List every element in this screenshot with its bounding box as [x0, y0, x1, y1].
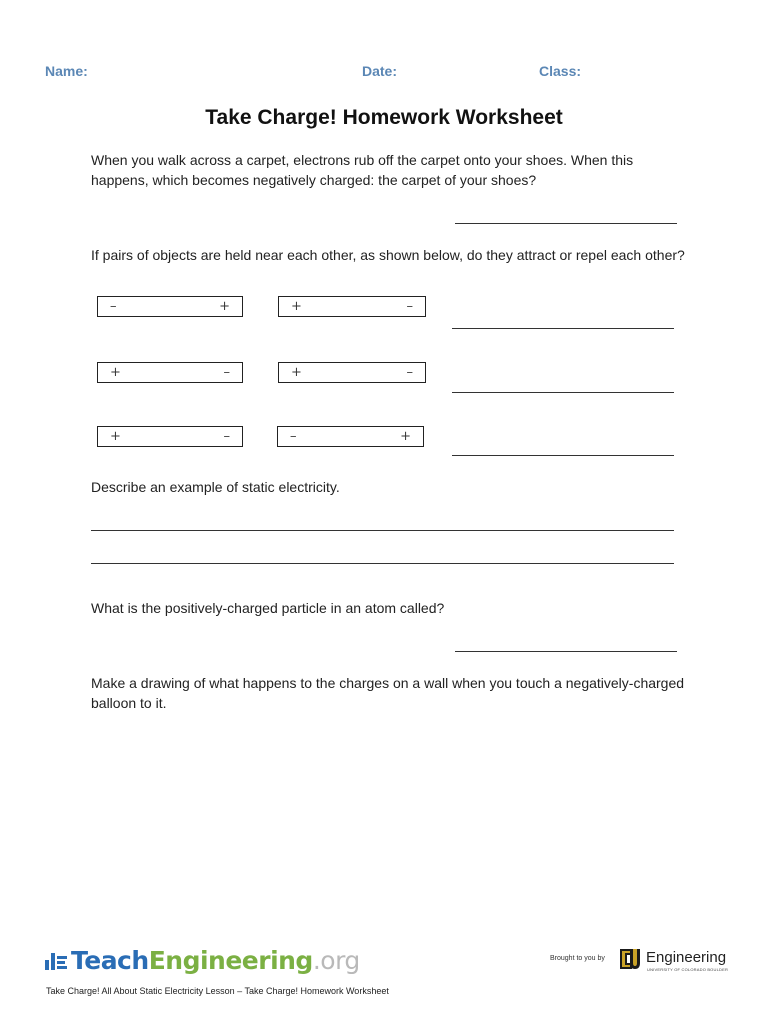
cu-engineering-logo[interactable] — [618, 945, 728, 975]
answer-line-3a[interactable] — [91, 530, 674, 531]
charge-object-1a — [97, 296, 243, 317]
teachengineering-logo[interactable] — [45, 945, 360, 975]
date-label: Date: — [362, 63, 398, 79]
answer-line-1[interactable] — [455, 223, 677, 224]
answer-line-2a[interactable] — [452, 328, 674, 329]
charge-sign: – — [406, 365, 413, 380]
question-4: What is the positively-charged particle in an atom called? — [91, 600, 445, 616]
partner-subtitle: UNIVERSITY OF COLORADO BOULDER — [647, 967, 729, 972]
brought-by-text: Brought to you by — [550, 955, 605, 962]
logo-teach-text: Teach — [71, 945, 149, 975]
page-title: Take Charge! Homework Worksheet — [205, 106, 563, 129]
charge-object-1b — [278, 296, 426, 317]
charge-object-3b — [277, 426, 424, 447]
answer-line-2c[interactable] — [452, 455, 674, 456]
charge-sign: – — [406, 299, 413, 314]
logo-org-text: .org — [312, 945, 360, 975]
question-3: Describe an example of static electricity. — [91, 479, 340, 495]
charge-sign: – — [223, 429, 230, 444]
answer-line-4[interactable] — [455, 651, 677, 652]
question-2: If pairs of objects are held near each other, as shown below, do they attract or repel each other? — [91, 247, 685, 263]
charge-sign: + — [110, 365, 121, 380]
charge-sign: – — [110, 299, 117, 314]
charge-sign: + — [291, 365, 302, 380]
name-label: Name: — [45, 63, 88, 79]
logo-engineering-text: Engineering — [148, 945, 313, 975]
charge-sign: + — [110, 429, 121, 444]
charge-sign: + — [219, 299, 230, 314]
charge-object-2a — [97, 362, 243, 383]
teachengineering-mark-icon — [45, 950, 67, 970]
charge-sign: – — [223, 365, 230, 380]
question-5: Make a drawing of what happens to the charges on a wall when you touch a negatively-charged balloon to it. — [91, 675, 685, 711]
charge-object-2b — [278, 362, 426, 383]
question-1: When you walk across a carpet, electrons rub off the carpet onto your shoes. When this happens, which becomes negatively charged: the carpet of your shoes? — [91, 152, 634, 188]
footer-caption: Take Charge! All About Static Electricity Lesson – Take Charge! Homework Worksheet — [46, 986, 389, 996]
charge-object-3a — [97, 426, 243, 447]
charge-sign: – — [290, 429, 297, 444]
class-label: Class: — [539, 63, 582, 79]
drawing-area[interactable] — [91, 720, 681, 920]
charge-sign: + — [400, 429, 411, 444]
partner-name: Engineering — [646, 949, 727, 966]
answer-line-2b[interactable] — [452, 392, 674, 393]
cu-logo-icon — [618, 947, 642, 971]
answer-line-3b[interactable] — [91, 563, 674, 564]
charge-sign: + — [291, 299, 302, 314]
